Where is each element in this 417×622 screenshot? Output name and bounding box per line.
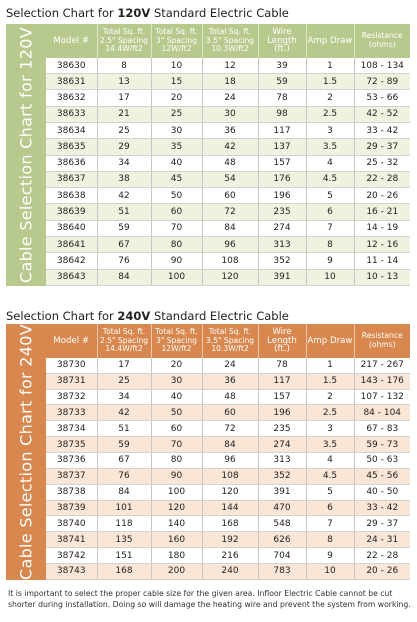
table-cell: 42: [202, 139, 258, 155]
section1-title-suffix: Standard Electric Cable: [150, 6, 289, 20]
table-cell: 3: [306, 122, 354, 138]
chart-240v: [6, 324, 410, 580]
table-cell: 101: [97, 500, 151, 516]
table-cell: 10: [306, 269, 354, 285]
table-cell: 20: [151, 90, 202, 106]
table-cell: 157: [258, 389, 306, 405]
table-cell: 107 - 132: [354, 389, 410, 405]
table-row: [46, 532, 410, 548]
table-cell: 38637: [46, 171, 97, 187]
table-cell: 30: [202, 106, 258, 122]
table-cell: 38632: [46, 90, 97, 106]
column-header: Resistance (ohms): [354, 324, 410, 358]
table-cell: 38733: [46, 405, 97, 421]
column-header: Wire Length (ft.): [258, 324, 306, 358]
table-cell: 6: [306, 500, 354, 516]
table-cell: 67: [97, 452, 151, 468]
table-cell: 151: [97, 548, 151, 564]
table-cell: 14 - 19: [354, 220, 410, 236]
table-row: [46, 389, 410, 405]
table-cell: 98: [258, 106, 306, 122]
table-row: [46, 90, 410, 106]
table-cell: 50: [151, 405, 202, 421]
table-cell: 33 - 42: [354, 500, 410, 516]
table-cell: 4.5: [306, 468, 354, 484]
table-cell: 391: [258, 269, 306, 285]
table-row: [46, 421, 410, 437]
table-cell: 4: [306, 155, 354, 171]
table-cell: 40: [151, 389, 202, 405]
table-cell: 22 - 28: [354, 171, 410, 187]
table-cell: 313: [258, 452, 306, 468]
table-cell: 3: [306, 421, 354, 437]
table-cell: 10: [151, 58, 202, 74]
table-cell: 120: [202, 269, 258, 285]
table-cell: 78: [258, 358, 306, 373]
table-cell: 72 - 89: [354, 74, 410, 90]
table-row: [46, 139, 410, 155]
table-cell: 40 - 50: [354, 484, 410, 500]
table-cell: 217 - 267: [354, 358, 410, 373]
table-cell: 38735: [46, 437, 97, 453]
table-cell: 36: [202, 373, 258, 389]
column-header: Total Sq. ft. 3.5" Spacing 10.3W/ft2: [202, 24, 258, 58]
table-cell: 72: [202, 204, 258, 220]
table-cell: 1: [306, 58, 354, 74]
table-cell: 30: [151, 122, 202, 138]
table-row: [46, 269, 410, 285]
table-cell: 24 - 31: [354, 532, 410, 548]
table-row: [46, 484, 410, 500]
table-cell: 24: [202, 358, 258, 373]
table-row: [46, 548, 410, 564]
table-cell: 20: [151, 358, 202, 373]
table-cell: 80: [151, 237, 202, 253]
table-cell: 196: [258, 405, 306, 421]
table-cell: 12: [202, 58, 258, 74]
table-cell: 17: [97, 358, 151, 373]
table-row: [46, 204, 410, 220]
side-label-text: Cable Selection Chart for 120V: [16, 27, 36, 283]
table-cell: 2: [306, 389, 354, 405]
table-cell: 38741: [46, 532, 97, 548]
table-cell: 160: [151, 532, 202, 548]
table-cell: 240: [202, 563, 258, 579]
table-row: [46, 563, 410, 579]
table-cell: 143 - 176: [354, 373, 410, 389]
table-cell: 38634: [46, 122, 97, 138]
section1-title: [6, 6, 289, 20]
table-cell: 25 - 32: [354, 155, 410, 171]
table-cell: 30: [151, 373, 202, 389]
table-cell: 84: [202, 220, 258, 236]
table-cell: 100: [151, 269, 202, 285]
table-row: [46, 358, 410, 373]
table-cell: 80: [151, 452, 202, 468]
table-cell: 38635: [46, 139, 97, 155]
table-cell: 76: [97, 253, 151, 269]
table-row: [46, 500, 410, 516]
table-row: [46, 188, 410, 204]
side-label-120v: [6, 24, 46, 286]
table-cell: 42 - 52: [354, 106, 410, 122]
table-cell: 18: [202, 74, 258, 90]
table-cell: 35: [151, 139, 202, 155]
table-cell: 17: [97, 90, 151, 106]
table-cell: 67: [97, 237, 151, 253]
table-cell: 38640: [46, 220, 97, 236]
table-cell: 117: [258, 373, 306, 389]
table-cell: 235: [258, 204, 306, 220]
table-cell: 140: [151, 516, 202, 532]
table-cell: 84: [97, 484, 151, 500]
table-cell: 192: [202, 532, 258, 548]
table-cell: 34: [97, 155, 151, 171]
table-cell: 9: [306, 548, 354, 564]
table-cell: 9: [306, 253, 354, 269]
table-cell: 157: [258, 155, 306, 171]
table-cell: 3.5: [306, 139, 354, 155]
table-cell: 2.5: [306, 106, 354, 122]
column-header: Total Sq. ft. 2.5" Spacing 14.4W/ft2: [97, 324, 151, 358]
table-cell: 60: [151, 421, 202, 437]
table-row: [46, 122, 410, 138]
table-cell: 29 - 37: [354, 139, 410, 155]
column-header: Amp Draw: [306, 324, 354, 358]
table-cell: 60: [151, 204, 202, 220]
column-header: Model #: [46, 24, 97, 58]
section2-title-suffix: Standard Electric Cable: [150, 309, 289, 323]
table-cell: 274: [258, 437, 306, 453]
table-row: [46, 437, 410, 453]
table-cell: 16 - 21: [354, 204, 410, 220]
table-cell: 25: [97, 122, 151, 138]
table-cell: 78: [258, 90, 306, 106]
column-header: Model #: [46, 324, 97, 358]
table-cell: 22 - 28: [354, 548, 410, 564]
table-cell: 38641: [46, 237, 97, 253]
table-cell: 72: [202, 421, 258, 437]
table-cell: 200: [151, 563, 202, 579]
table-cell: 38742: [46, 548, 97, 564]
table-cell: 5: [306, 484, 354, 500]
table-row: [46, 468, 410, 484]
table-cell: 21: [97, 106, 151, 122]
table-cell: 1.5: [306, 373, 354, 389]
table-cell: 470: [258, 500, 306, 516]
table-cell: 352: [258, 253, 306, 269]
table-cell: 38639: [46, 204, 97, 220]
table-cell: 59: [258, 74, 306, 90]
table-cell: 70: [151, 437, 202, 453]
table-cell: 36: [202, 122, 258, 138]
table-cell: 548: [258, 516, 306, 532]
table-row: [46, 58, 410, 74]
table-cell: 117: [258, 122, 306, 138]
table-cell: 84: [97, 269, 151, 285]
table-cell: 60: [202, 188, 258, 204]
table-cell: 626: [258, 532, 306, 548]
table-cell: 38737: [46, 468, 97, 484]
side-label-text: Cable Selection Chart for 240V: [16, 324, 36, 580]
table-cell: 96: [202, 452, 258, 468]
table-cell: 118: [97, 516, 151, 532]
table-row: [46, 171, 410, 187]
table-cell: 45: [151, 171, 202, 187]
table-cell: 40: [151, 155, 202, 171]
table-120v: [46, 24, 410, 286]
column-header: Total Sq. ft. 3.5" Spacing 10.3W/ft2: [202, 324, 258, 358]
side-label-240v: [6, 324, 46, 580]
table-cell: 196: [258, 188, 306, 204]
table-cell: 108: [202, 468, 258, 484]
column-header: Total Sq. ft. 3" Spacing 12W/ft2: [151, 24, 202, 58]
table-row: [46, 452, 410, 468]
table-cell: 42: [97, 405, 151, 421]
table-cell: 29 - 37: [354, 516, 410, 532]
table-row: [46, 74, 410, 90]
table-cell: 5: [306, 188, 354, 204]
table-cell: 7: [306, 220, 354, 236]
table-cell: 38633: [46, 106, 97, 122]
table-cell: 51: [97, 204, 151, 220]
table-cell: 8: [306, 532, 354, 548]
table-cell: 38736: [46, 452, 97, 468]
table-cell: 3.5: [306, 437, 354, 453]
table-cell: 70: [151, 220, 202, 236]
table-cell: 10 - 13: [354, 269, 410, 285]
table-cell: 12 - 16: [354, 237, 410, 253]
table-cell: 352: [258, 468, 306, 484]
section2-title-prefix: Selection Chart for: [6, 309, 118, 323]
table-cell: 168: [202, 516, 258, 532]
table-cell: 90: [151, 468, 202, 484]
chart-120v: [6, 24, 410, 286]
table-cell: 704: [258, 548, 306, 564]
table-row: [46, 373, 410, 389]
table-cell: 76: [97, 468, 151, 484]
table-cell: 38732: [46, 389, 97, 405]
table-cell: 2.5: [306, 405, 354, 421]
table-cell: 144: [202, 500, 258, 516]
column-header: Total Sq. ft. 3" Spacing 12W/ft2: [151, 324, 202, 358]
table-cell: 15: [151, 74, 202, 90]
table-cell: 38636: [46, 155, 97, 171]
table-cell: 120: [202, 484, 258, 500]
table-cell: 33 - 42: [354, 122, 410, 138]
table-cell: 39: [258, 58, 306, 74]
table-cell: 45 - 56: [354, 468, 410, 484]
table-cell: 38: [97, 171, 151, 187]
table-cell: 168: [97, 563, 151, 579]
table-cell: 4: [306, 452, 354, 468]
section1-title-prefix: Selection Chart for: [6, 6, 118, 20]
table-row: [46, 155, 410, 171]
table-cell: 50: [151, 188, 202, 204]
table-cell: 42: [97, 188, 151, 204]
table-cell: 2: [306, 90, 354, 106]
table-cell: 176: [258, 171, 306, 187]
table-cell: 20 - 26: [354, 188, 410, 204]
table-cell: 108 - 134: [354, 58, 410, 74]
section2-title: [6, 309, 289, 323]
table-cell: 51: [97, 421, 151, 437]
table-cell: 13: [97, 74, 151, 90]
table-cell: 274: [258, 220, 306, 236]
table-cell: 1.5: [306, 74, 354, 90]
table-cell: 53 - 66: [354, 90, 410, 106]
table-cell: 29: [97, 139, 151, 155]
table-cell: 50 - 63: [354, 452, 410, 468]
table-cell: 60: [202, 405, 258, 421]
table-cell: 38739: [46, 500, 97, 516]
table-cell: 38743: [46, 563, 97, 579]
table-cell: 4.5: [306, 171, 354, 187]
table-cell: 25: [97, 373, 151, 389]
table-cell: 38738: [46, 484, 97, 500]
table-cell: 38734: [46, 421, 97, 437]
table-cell: 59 - 73: [354, 437, 410, 453]
table-cell: 54: [202, 171, 258, 187]
table-cell: 59: [97, 220, 151, 236]
table-cell: 20 - 26: [354, 563, 410, 579]
table-cell: 38642: [46, 253, 97, 269]
table-cell: 38643: [46, 269, 97, 285]
table-cell: 135: [97, 532, 151, 548]
table-cell: 67 - 83: [354, 421, 410, 437]
table-row: [46, 253, 410, 269]
table-row: [46, 237, 410, 253]
table-cell: 48: [202, 155, 258, 171]
table-cell: 120: [151, 500, 202, 516]
table-cell: 24: [202, 90, 258, 106]
table-cell: 11 - 14: [354, 253, 410, 269]
table-cell: 84 - 104: [354, 405, 410, 421]
table-header-row: [46, 324, 410, 358]
table-row: [46, 220, 410, 236]
table-cell: 90: [151, 253, 202, 269]
table-row: [46, 106, 410, 122]
column-header: Wire Length (ft.): [258, 24, 306, 58]
table-cell: 137: [258, 139, 306, 155]
column-header: Amp Draw: [306, 24, 354, 58]
table-cell: 8: [306, 237, 354, 253]
table-cell: 6: [306, 204, 354, 220]
table-cell: 48: [202, 389, 258, 405]
table-cell: 180: [151, 548, 202, 564]
table-cell: 235: [258, 421, 306, 437]
footer-note: It is important to select the proper cable size for the given area. Infloor Electric Cable cannot be cut shorter during installation. Doing so will damage the heating wire and prevent the system from working.: [8, 589, 411, 609]
table-cell: 8: [97, 58, 151, 74]
table-cell: 1: [306, 358, 354, 373]
section1-title-voltage: 120V: [117, 6, 151, 20]
table-cell: 34: [97, 389, 151, 405]
table-cell: 108: [202, 253, 258, 269]
table-cell: 38740: [46, 516, 97, 532]
table-cell: 38638: [46, 188, 97, 204]
table-cell: 10: [306, 563, 354, 579]
table-cell: 216: [202, 548, 258, 564]
column-header: Resistance (ohms): [354, 24, 410, 58]
table-row: [46, 516, 410, 532]
column-header: Total Sq. ft. 2.5" Spacing 14.4W/ft2: [97, 24, 151, 58]
table-cell: 38631: [46, 74, 97, 90]
section2-title-voltage: 240V: [117, 309, 151, 323]
table-cell: 59: [97, 437, 151, 453]
table-cell: 84: [202, 437, 258, 453]
table-240v: [46, 324, 410, 580]
table-cell: 38730: [46, 358, 97, 373]
table-cell: 96: [202, 237, 258, 253]
table-cell: 7: [306, 516, 354, 532]
table-row: [46, 405, 410, 421]
table-cell: 313: [258, 237, 306, 253]
table-header-row: [46, 24, 410, 58]
table-cell: 783: [258, 563, 306, 579]
table-cell: 38731: [46, 373, 97, 389]
table-cell: 100: [151, 484, 202, 500]
table-cell: 25: [151, 106, 202, 122]
table-cell: 38630: [46, 58, 97, 74]
table-cell: 391: [258, 484, 306, 500]
